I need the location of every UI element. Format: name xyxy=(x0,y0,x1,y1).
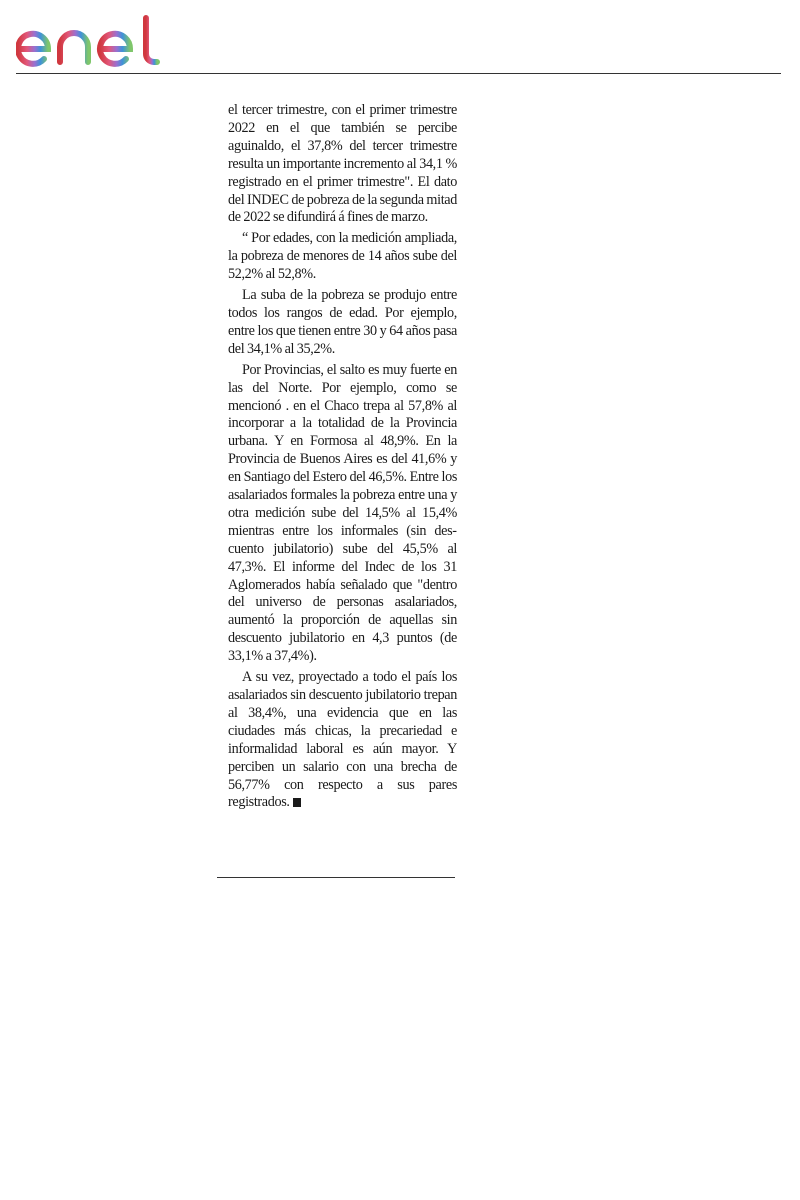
article-paragraph-5-text: A su vez, proyectado a todo el país los asalariados sin descuento jubilatorio trepan al 38,4%, una evidencia que en las ciudades más chicas, la precariedad e informalidad laboral es aún mayor. Y perciben un salario con una brecha de 56,77% con respecto a sus pares registrados. xyxy=(228,669,457,811)
article-paragraph-5 xyxy=(228,669,457,812)
end-of-article-mark xyxy=(293,798,301,807)
article-paragraph-4: Por Provincias, el salto es muy fuerte en las del Norte. Por ejemplo, como se mencionó . en el Chaco trepa al 57,8% al incorporar a la totalidad de la Provincia urbana. Y en Formosa al 48,9%. En la Provincia de Buenos Aires es del 41,6% y en Santiago del Estero del 46,5%. Entre los asalariados formales la pobreza entre una y otra medición sube del 14,5% al 15,4% mientras entre los informales (sin descuento jubilatorio) sube del 45,5% al 47,3%. El informe del Indec de los 31 Aglomerados había señalado que "dentro del universo de personas asalariados, aumentó la proporción de aquellas sin descuento jubilatorio en 4,3 puntos (de 33,1% a 37,4%). xyxy=(228,361,457,665)
article-paragraph-2: “ Por edades, con la medición ampliada, la pobreza de menores de 14 años sube del 52,2% al 52,8%. xyxy=(228,230,457,283)
enel-logo xyxy=(16,14,170,68)
header-divider xyxy=(16,73,781,74)
page-header xyxy=(0,0,800,76)
article-paragraph-3: La suba de la pobreza se produjo entre todos los rangos de edad. Por ejemplo, entre los que tienen entre 30 y 64 años pasa del 34,1% al 35,2%. xyxy=(228,287,457,357)
article-paragraph-1: el tercer trimestre, con el primer trimestre 2022 en el que también se percibe aguinaldo, el 37,8% del tercer trimestre resulta un importante incremento al 34,1 % registrado en el primer trimestre". El dato del INDEC de pobreza de la segunda mitad de 2022 se difundirá á fines de marzo. xyxy=(228,102,457,226)
footer-divider xyxy=(217,877,455,878)
article-column xyxy=(228,102,457,812)
